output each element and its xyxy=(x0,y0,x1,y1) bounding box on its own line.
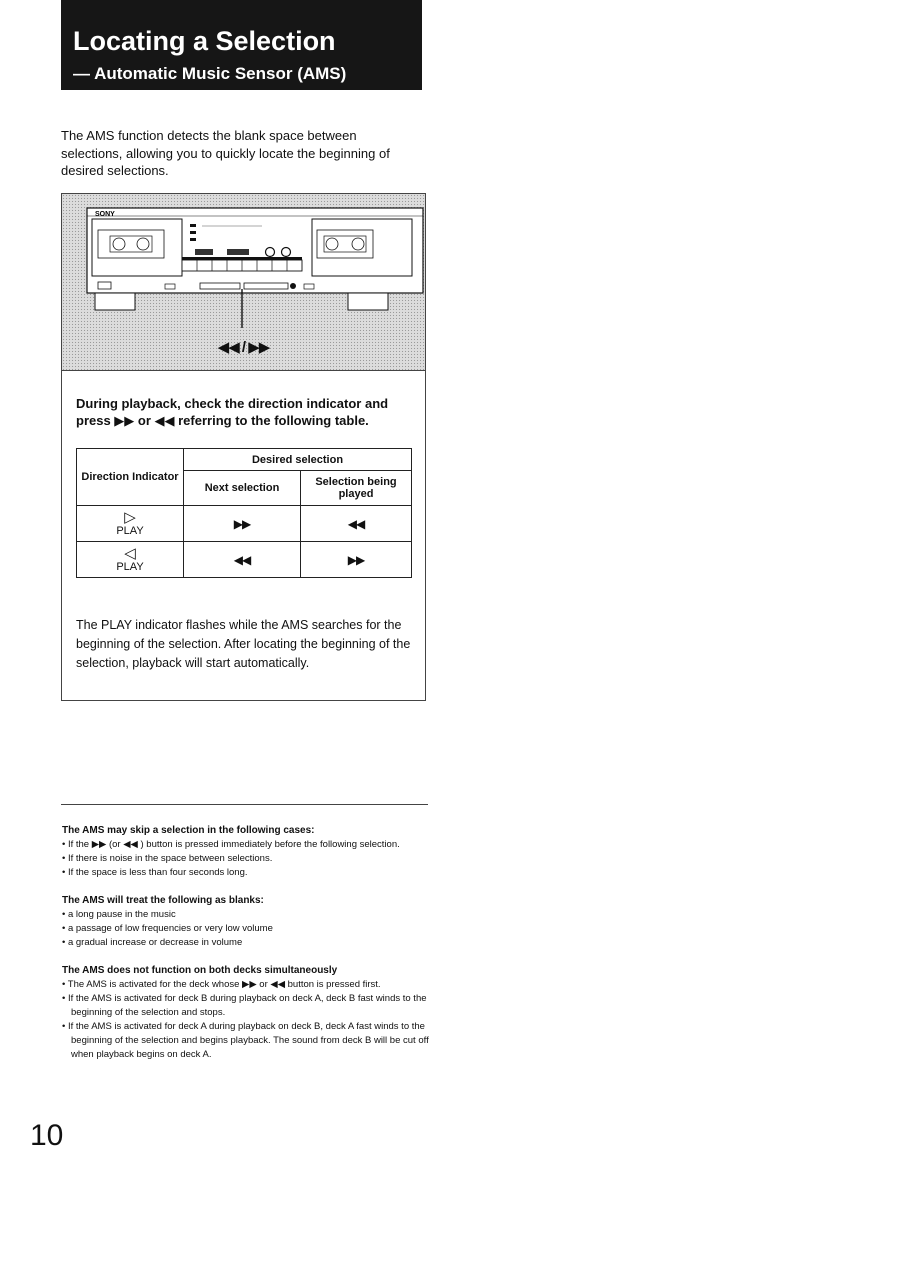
header-next: Next selection xyxy=(184,471,301,506)
note-block-decks xyxy=(62,964,432,1062)
next-cell xyxy=(184,542,301,578)
current-cell xyxy=(301,542,412,578)
indicator-label: PLAY xyxy=(116,561,144,573)
rewind-icon: ◀◀ xyxy=(347,516,365,531)
instruction-text: During playback, check the direction indicator and press ▶▶ or ◀◀ referring to the following table. xyxy=(76,396,389,428)
play-forward-icon: ▷ xyxy=(124,509,136,526)
deck-illustration xyxy=(61,193,426,371)
list-item: • a passage of low frequencies or very low volume xyxy=(62,923,273,934)
page-title: Locating a Selection xyxy=(73,26,336,56)
intro-paragraph: The AMS function detects the blank space between selections, allowing you to quickly locate the beginning of desired selections. xyxy=(61,128,390,178)
list-item: • If the ▶▶ (or ◀◀ ) button is pressed immediately before the following selection. xyxy=(62,839,400,850)
note-block-blanks xyxy=(62,894,432,950)
list-item: • If the AMS is activated for deck B during playback on deck A, deck B fast winds to the beginning of the selection and stops. xyxy=(62,993,427,1018)
indicator-label: PLAY xyxy=(116,525,144,537)
fast-forward-icon: ▶▶ xyxy=(347,552,365,567)
instruction-panel xyxy=(61,369,426,701)
title-block xyxy=(61,0,422,90)
header-current: Selection being played xyxy=(301,471,412,506)
note-heading: The AMS may skip a selection in the following cases: xyxy=(62,825,315,836)
note-block-skip xyxy=(62,824,432,880)
list-item: • a long pause in the music xyxy=(62,909,176,920)
brand-logo: SONY xyxy=(95,211,115,218)
list-item: • a gradual increase or decrease in volume xyxy=(62,937,243,948)
page-subtitle: — Automatic Music Sensor (AMS) xyxy=(73,64,347,83)
table-row xyxy=(77,506,412,542)
rewind-icon: ◀◀ xyxy=(233,552,251,567)
notes-section xyxy=(62,824,432,1076)
list-item: • If the space is less than four seconds long. xyxy=(62,867,248,878)
list-item: • If the AMS is activated for deck A during playback on deck B, deck A fast winds to the beginning of the selection and begins playback. The sound from deck B will be cut off when playback begins on deck A. xyxy=(62,1021,429,1060)
ams-flash-note: The PLAY indicator flashes while the AMS searches for the beginning of the selection. After locating the beginning of the selection, playback will start automatically. xyxy=(76,618,411,670)
notes-divider xyxy=(61,804,428,805)
direction-cell xyxy=(77,542,184,578)
direction-table xyxy=(76,448,412,578)
direction-cell xyxy=(77,506,184,542)
note-heading: The AMS will treat the following as blanks: xyxy=(62,895,264,906)
page-number: 10 xyxy=(30,1119,64,1152)
note-heading: The AMS does not function on both decks simultaneously xyxy=(62,965,338,976)
header-direction: Direction Indicator xyxy=(77,449,184,506)
fast-forward-icon: ▶▶ xyxy=(233,516,251,531)
current-cell xyxy=(301,506,412,542)
next-cell xyxy=(184,506,301,542)
rewind-ff-button-label: ◀◀ / ▶▶ xyxy=(217,339,270,356)
header-desired: Desired selection xyxy=(184,449,412,471)
table-row xyxy=(77,542,412,578)
play-reverse-icon: ◁ xyxy=(124,545,136,562)
list-item: • If there is noise in the space between selections. xyxy=(62,853,273,864)
list-item: • The AMS is activated for the deck whose ▶▶ or ◀◀ button is pressed first. xyxy=(62,979,381,990)
